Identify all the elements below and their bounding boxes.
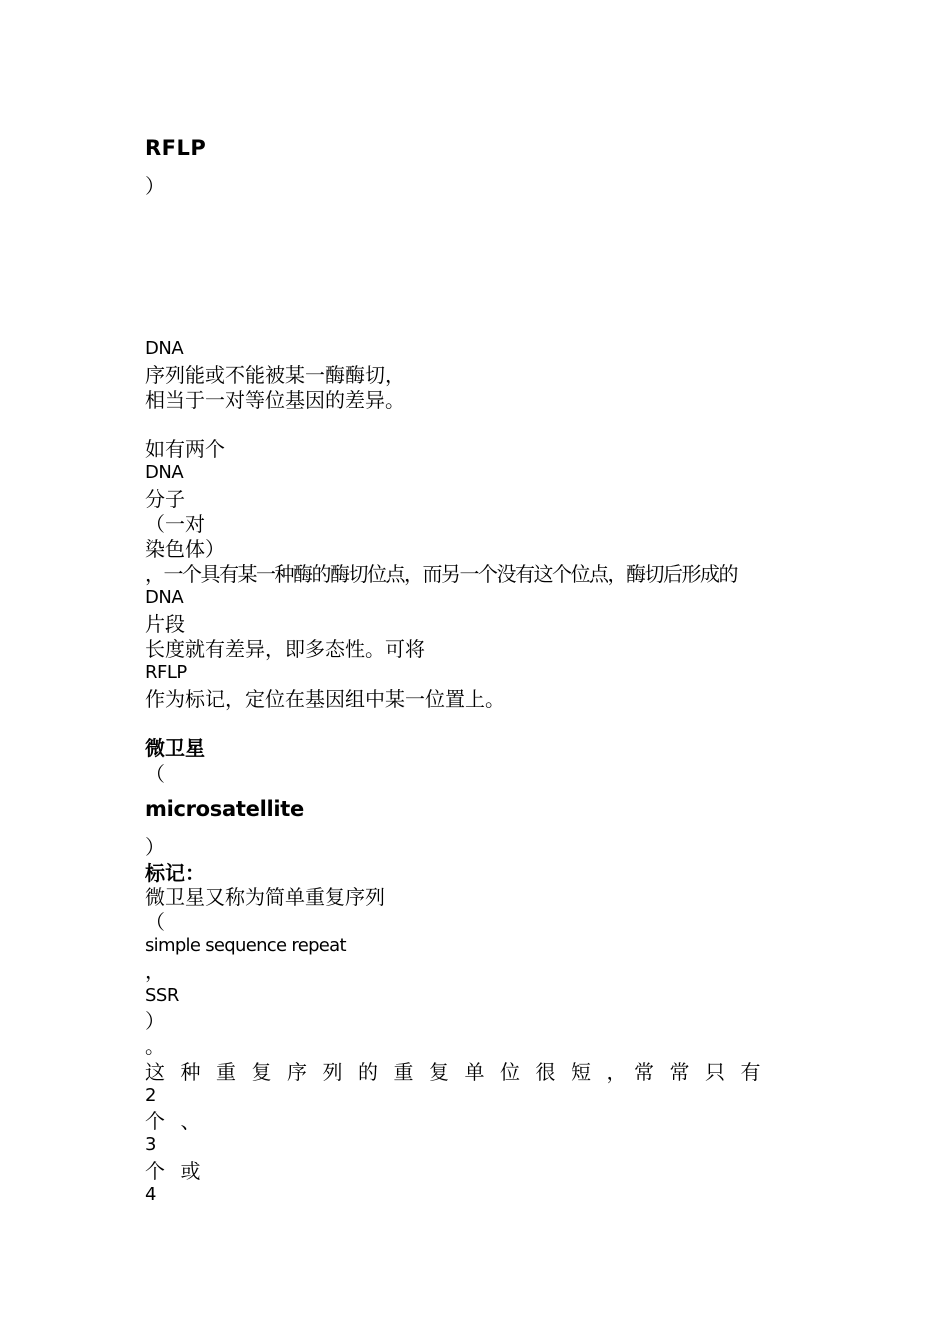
- text-line: 片段: [145, 612, 185, 636]
- text-line: DNA: [145, 338, 184, 359]
- text-line: 作为标记，定位在基因组中某一位置上。: [145, 687, 505, 711]
- text-line: 序列能或不能被某一酶酶切，: [145, 363, 405, 387]
- text-line: 长度就有差异，即多态性。可将: [145, 637, 425, 661]
- text-line: 相当于一对等位基因的差异。: [145, 388, 405, 412]
- heading-rflp: RFLP: [145, 136, 207, 160]
- text-line: 。: [145, 1034, 165, 1058]
- text-line: 分子: [145, 487, 185, 511]
- text-line: DNA: [145, 587, 184, 608]
- text-line: （一对: [145, 512, 205, 536]
- label-marker: 标记：: [145, 861, 205, 885]
- text-line: 常常只有: [634, 1060, 776, 1084]
- text-line: 4: [145, 1184, 156, 1205]
- text-line: ）: [145, 174, 165, 198]
- text-line: 微卫星又称为简单重复序列: [145, 885, 385, 909]
- text-line: （: [145, 910, 165, 934]
- text-line: ）: [145, 835, 165, 859]
- text-line: 3: [145, 1134, 156, 1155]
- text-line: 如有两个: [145, 437, 225, 461]
- text-line: 2: [145, 1085, 156, 1106]
- text-line: 个、: [145, 1109, 216, 1133]
- heading-microsatellite-en: microsatellite: [145, 797, 304, 821]
- text-line: 个或: [145, 1159, 216, 1183]
- text-line: ）: [145, 1009, 165, 1033]
- text-line: 这种重复序列的重复单位很短，: [145, 1060, 642, 1084]
- text-line: SSR: [145, 985, 179, 1006]
- text-line: simple sequence repeat: [145, 935, 346, 956]
- text-line: 染色体）: [145, 537, 225, 561]
- text-line: （: [145, 762, 165, 786]
- text-line: DNA: [145, 462, 184, 483]
- text-line: ，一个具有某一种酶的酶切位点，而另一个没有这个位点，酶切后形成的: [145, 562, 737, 586]
- text-line: ，: [145, 959, 165, 983]
- heading-microsatellite-cn: 微卫星: [145, 736, 205, 760]
- text-line: RFLP: [145, 662, 187, 683]
